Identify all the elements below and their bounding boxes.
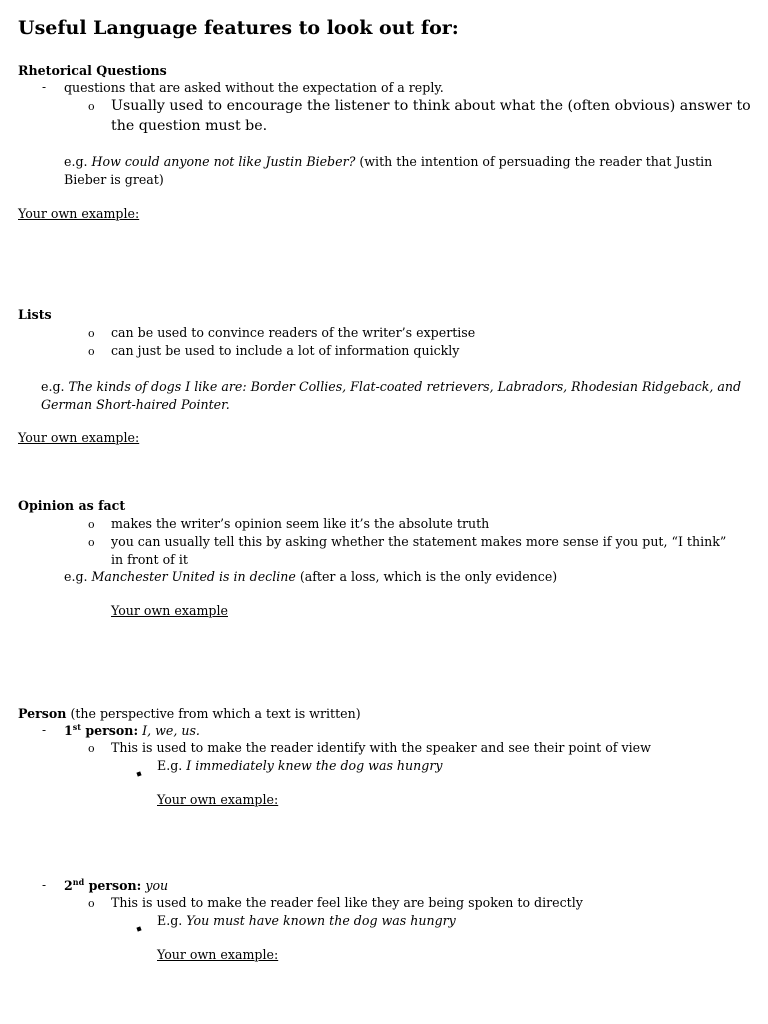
person-heading-description: (the perspective from which a text is written)	[66, 706, 361, 721]
example-italic: The kinds of dogs I like are: Border Collies, Flat-coated retrievers, Labradors, Rhodesian Ridgeback, and	[68, 379, 742, 394]
opinion-own-example-label: Your own example	[111, 603, 228, 618]
circle-bullet-icon: o	[88, 897, 95, 910]
lists-bullet1: can be used to convince readers of the writer’s expertise	[111, 325, 476, 340]
second-person-ordinal: nd	[72, 876, 85, 887]
lists-heading: Lists	[18, 307, 52, 322]
circle-bullet-icon: o	[88, 100, 95, 113]
example-italic: Manchester United is in decline	[91, 569, 296, 584]
first-person-bullet: This is used to make the reader identify with the speaker and see their point of view	[111, 740, 651, 755]
circle-bullet-icon: o	[88, 327, 95, 340]
lists-own-example-label: Your own example:	[18, 430, 140, 445]
first-person-example	[157, 757, 442, 774]
square-bullet-icon	[137, 763, 141, 780]
circle-bullet-icon: o	[88, 518, 95, 531]
example-prefix: e.g.	[64, 154, 92, 169]
opinion-bullet2-line2: in front of it	[111, 552, 188, 567]
page-title: Useful Language features to look out for:	[18, 17, 459, 39]
example-prefix: E.g.	[157, 758, 187, 773]
rhetorical-bullet-line2: the question must be.	[111, 118, 268, 134]
example-rest: (with the intention of persuading the reader that Justin	[355, 154, 713, 169]
square-bullet-icon	[137, 918, 141, 935]
lists-example-line1	[41, 378, 741, 395]
rhetorical-definition: questions that are asked without the expectation of a reply.	[64, 80, 444, 95]
circle-bullet-icon: o	[88, 742, 95, 755]
example-italic: You must have known the dog was hungry	[186, 913, 456, 928]
example-prefix: e.g.	[41, 379, 69, 394]
example-italic: I immediately knew the dog was hungry	[186, 758, 443, 773]
rhetorical-own-example-label: Your own example:	[18, 206, 140, 221]
dash-marker: -	[42, 723, 47, 737]
rhetorical-example-line2: Bieber is great)	[64, 172, 164, 187]
second-person-pronouns: you	[141, 878, 169, 893]
rhetorical-bullet-line1: Usually used to encourage the listener to think about what the (often obvious) answer to	[111, 98, 751, 114]
first-person-own-example-label: Your own example:	[157, 792, 279, 807]
opinion-bullet2-line1: you can usually tell this by asking whether the statement makes more sense if you put, “I think”	[111, 534, 727, 549]
circle-bullet-icon: o	[88, 536, 95, 549]
second-person-number: 2	[64, 878, 73, 893]
second-person-line	[64, 877, 168, 894]
first-person-number: 1	[64, 723, 73, 738]
second-person-own-example-label: Your own example:	[157, 947, 279, 962]
first-person-line	[64, 722, 200, 739]
lists-example-line2: German Short-haired Pointer.	[41, 397, 230, 412]
second-person-example	[157, 912, 456, 929]
rhetorical-example-line1	[64, 153, 712, 170]
first-person-ordinal: st	[72, 721, 81, 732]
example-prefix: E.g.	[157, 913, 187, 928]
dash-marker: -	[42, 80, 47, 94]
first-person-label: person:	[80, 723, 139, 738]
circle-bullet-icon: o	[88, 345, 95, 358]
opinion-example	[64, 568, 557, 585]
opinion-bullet1: makes the writer’s opinion seem like it’s the absolute truth	[111, 516, 490, 531]
person-heading-line	[18, 705, 361, 722]
second-person-label: person:	[84, 878, 142, 893]
second-person-bullet: This is used to make the reader feel like they are being spoken to directly	[111, 895, 583, 910]
rhetorical-heading: Rhetorical Questions	[18, 63, 167, 78]
opinion-heading: Opinion as fact	[18, 498, 126, 513]
lists-bullet2: can just be used to include a lot of information quickly	[111, 343, 460, 358]
example-rest: (after a loss, which is the only evidence)	[295, 569, 558, 584]
first-person-pronouns: I, we, us.	[138, 723, 200, 738]
dash-marker: -	[42, 878, 47, 892]
example-italic: How could anyone not like Justin Bieber?	[91, 154, 356, 169]
person-heading: Person	[18, 706, 67, 721]
example-prefix: e.g.	[64, 569, 92, 584]
